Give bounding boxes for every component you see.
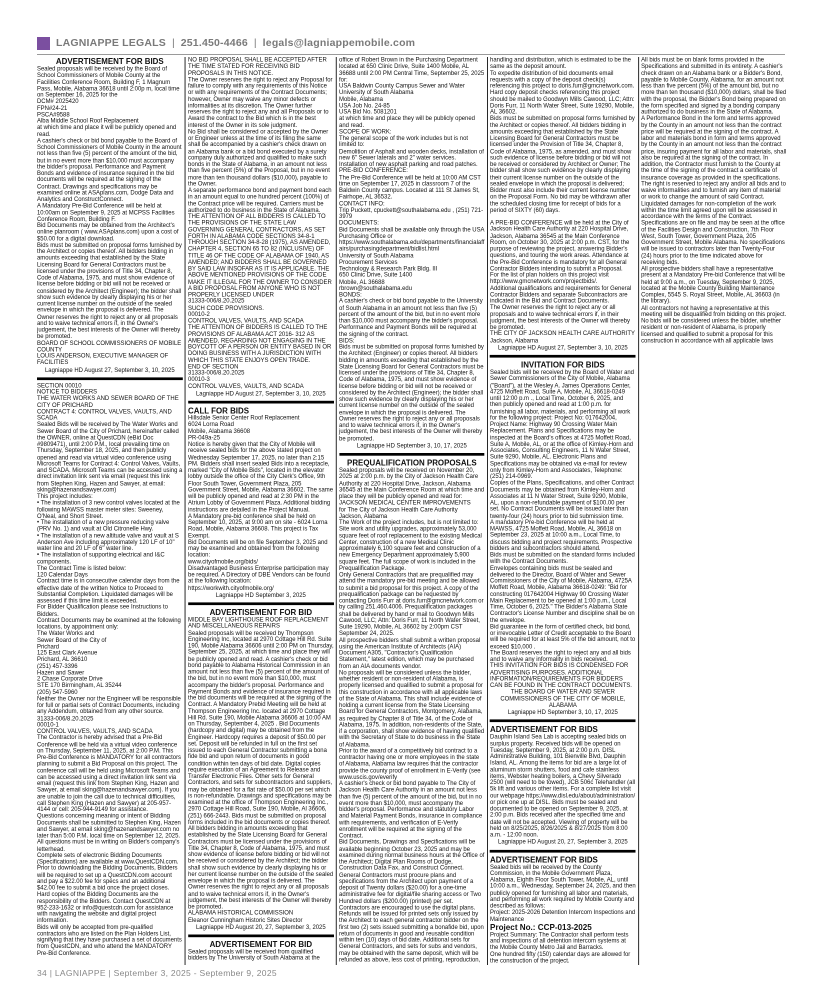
- notice-paragraph: One hundred fifty (150) calendar days are allowed for the construction of the project.: [490, 951, 631, 964]
- notice-paragraph: Mobile, Alabama 36608: [188, 428, 251, 435]
- notice-paragraph: To expedite distribution of bid documents email requests with a copy of the deposit check(s) referencing this project to doris.furr@gmcnetwork.com. Hard copy deposit checks referencing this project should be mailed to Goodwyn Mills Cawood, LLC; Attn: Doris Furr, 11 North Water Street, Suite 19290, Mobile, AL 36602.: [490, 70, 635, 116]
- notice-paragraph: Jackson, Alabama: [339, 513, 388, 520]
- notice-paragraph: Envelopes containing bids must be sealed and delivered to the Director, Board of Water and Sewer Commissioners of the City of Mobile, Alabama, 4725A Moffett Road, Mobile, Alabama 36618-0249: "Bid for constructing 017642004 Highway 90 Crossing Water Main Replacement to be opened at 1:00 p.m., Local Time, October 6, 2025." The Bidder's Alabama State Contractor's License Number and discipline shall be on the envelope.: [490, 565, 635, 624]
- notice-paragraph: CONTROL VALVES, VAULTS, AND SCADA: [188, 383, 304, 390]
- project-number: Project No.: CCP-013-2025: [490, 922, 592, 932]
- notice-paragraph: Liquidated damages for non-completion of the work within the time limit agreed upon will be assessed in accordance with the terms of the Contract.: [641, 200, 778, 220]
- notice-paragraph: Additional qualifications and requirements for General Contractor Bidders and separate Subcontractors are indicated in the Bid and Contract Documents.: [490, 285, 632, 305]
- notice-paragraph: Bid Documents shall be available only through the USA Purchasing Office or https://www.southalabama.edu/departments/financialaffairs/purchasingdepartment/bidlist.html: [339, 226, 485, 253]
- notice-paragraph: A cashier's check or bid bond payable to the University of South Alabama in an amount not less than five (5) percent of the amount of the bid, but in no event more than $10,000 must accompany the bidder's proposal. Performance and Payment Bonds will be required at the signing of the contract.: [339, 298, 483, 338]
- publication-dates-line: Lagniappe HD August 20, 27, September 3, 2025: [498, 839, 628, 846]
- notice-paragraph: Notice is hereby given that the City of Mobile will receive sealed bids for the above stated project on Wednesday September 17, 2025, no later than 2:15 PM. Bidders shall insert sealed Bids into a receptacle, marked "City of Mobile Bids", located in the elevator lobby outside the office of the City Clerk's Office, 9th Floor South Tower, Government Plaza, 205 Government Street, Mobile, Alabama 36602. The same will be publicly opened and read at 2:30 PM in the Atrium Lobby of Government Plaza. Additional bidding instructions are detailed in the Project Manual.: [188, 441, 334, 513]
- notice-paragraph: Neither the Owner nor the Engineer will be responsible for full or partial sets of Contract Documents, including any Addendum, obtained from any other source.: [37, 695, 181, 716]
- notice-heading: INVITATION FOR BIDS: [521, 360, 605, 370]
- notice-paragraph: 31333-006/8.20.2025: [37, 715, 94, 722]
- notice-paragraph: THE ATTENTION OF BIDDERS IS CALLED TO THE PROVISIONS OF ALABAMA ACT 2016- 312 AS AMENDED, REGARDING NOT ENGAGING IN THE BOYCOTT OF A PERSON OR ENTITY BASED IN OR DOING BUSINESS WITH A JURISDICTION WITH WHICH THIS STATE ENJOYS OPEN TRADE.: [188, 324, 332, 364]
- notice-paragraph: Sealed proposals will be received by the Board of School Commissioners of Mobile County at the Facilities Conference Room, Building F, 1 Magnum Pass, Mobile, Alabama 36618 until 2:00p m, local time on September 16, 2025 for the: [37, 66, 180, 99]
- notice-paragraph: 31333-006/8.20.2025: [188, 370, 245, 377]
- publication-dates-line: Lagniappe HD August 27, September 3, 10, 2025: [44, 367, 175, 374]
- publication-dates-line: Lagniappe HD September 3, 10, 17, 2025: [356, 442, 467, 450]
- notice-paragraph: Sealed bids will be received by the County Commission, in the Mobile Government Plaza, Alabama, Eighth Floor South Tower, Mobile, AL, until 10:00 a.m., Wednesday, September 24, 2025, and then publicly opened for furnishing all labor and materials, and performing all work required by Mobile County and described as follows:: [490, 863, 636, 910]
- notice-paragraph: CONTROL VALVES, VAULTS, AND SCADA: [188, 318, 304, 325]
- header-email[interactable]: legals@lagniappemobile.com: [262, 37, 416, 49]
- notice-paragraph: Sealed bids will be received by the Board of Water and Sewer Commissioners of the City of Mobile, Alabama ("Board"), at the Wesley A. James Operations Center, 4725 Moffett Road, Suite A, Mobile, AL 36618-0249 until 12:00 p.m ., Local Time, October 6, 2025, and then publicly opened and read at 1:00 p.m. for furnishing all labor, materials, and performing all work for the following project: Project No: 017642004, Project Name: Highway 90 Crossing Water Main Replacement. Plans and Specifications may be inspected at the Board's offices at 4725 Moffett Road, Suite A, Mobile, AL, or at the office of Kimley-Horn and Associates, Consulting Engineers, 11 N Water Street, Suite 9290, Mobile, AL. Electronic Plans and Specifications may be obtained via e-mail for review only from Kimley-Horn and Associates, Telephone: (251) 214-0969.: [490, 369, 634, 480]
- notice-paragraph: 650 Clinic Drive, Suite 1400: [339, 272, 413, 279]
- notice-paragraph: Bid Documents may be obtained from the Architect's online planroom ( www.ASAplans.com) upon a cost of $50.00 for a digital download.: [37, 222, 179, 242]
- legal-notice: [490, 720, 636, 846]
- notice-paragraph: at which time and place it will be publicly opened and read.: [37, 124, 177, 138]
- notice-paragraph: 00010-1: [37, 721, 59, 729]
- notice-paragraph: (251) 457-3396: [37, 663, 78, 670]
- publication-dates-line: Lagniappe HD August 20, 27, September 3, 2025: [195, 924, 326, 931]
- notice-paragraph: All contractors not having a representative at this meeting will be disqualified from bidding on this project.: [641, 304, 787, 318]
- notice-paragraph: Prichard: [37, 643, 60, 650]
- notice-paragraph: CONTRACT 4: CONTROL VALVES, VAULTS, AND SCADA: [37, 408, 172, 422]
- notice-paragraph: BOARD OF SCHOOL COMMISSIONERS OF MOBILE COUNTY: [37, 340, 182, 353]
- notice-paragraph: A Performance Bond in the form and terms approved by the County in an amount not less than the contract price will be required at the signing of the contract. A labor and materials bond in form and terms approved by the County in an amount not less than the contract price, insuring payment for all labor and materials, shall also be required at the signing of the contract. In addition, the Contractor must furnish to the County at the time of the signing of the contract a certificate of insurance coverage as provided in the specifications.: [641, 115, 787, 181]
- notice-paragraph: THE CITY OF JACKSON HEALTH CARE AUTHORITY: [490, 330, 635, 338]
- notice-paragraph: A Mandatory Pre-Bid Conference will be held at 10:00am on September 9, 2025 at MCPSS Facilities Conference Room, Building F.: [37, 203, 175, 223]
- notice-paragraph: STE 170 Birmingham, AL 35244: [37, 682, 122, 690]
- notice-paragraph: ALABAMA HISTORICAL COMMISSION: [188, 910, 294, 917]
- notice-paragraph: Sealed proposals will be received from qualified bidders by The University of South Alabama at the office of Robert Brown in the Purchasing Department located at 650 Clinic Drive, Suite 1400 Mobile, AL 36688 until 2:00 PM Central Time, September 25, 2025 for:: [188, 57, 485, 962]
- notice-paragraph: The Contractor is hereby advised that a Pre-Bid Conference will be held via a virtual video conference on Thursday, September 11, 2025, at 2:00 P.M. This Pre-Bid Conference is MANDATORY for all contractors planning to submit a Bid Proposal on this project. The conference call will be held using Microsoft Teams and can be accessed using a direct invitation link sent via email (request this link from Stephen King, Hazen and Sawyer, at email sking@hazenandsawyer.com). If you are unable to join the call due to technical difficulties, call Stephen King (Hazen and Sawyer) at 205-957-4144 or cell: 205-944-9149 for assistance.: [37, 734, 182, 813]
- notice-paragraph: No proposals will be considered unless the bidder, whether resident or non-resident of Alabama, is properly licensed and qualified to submit a proposal for this construction in accordance with all applicable laws of the State of Alabama. This shall include evidence of holding a current license from the State Licensing Board for General Contractors, Montgomery, Alabama, as required by Chapter 8 of Title 34, of the Code of Alabama, 1975. In addition, non-residents of the State, if a corporation, shall show evidence of having qualified with the Secretary of State to do business in the State of Alabama.: [339, 669, 485, 748]
- notice-paragraph: CONTACT INFO:: [339, 200, 385, 207]
- notice-paragraph: SUCH CODE PROVISIONS.: [188, 304, 264, 312]
- publication-dates-line: Lagniappe HD September 3, 2025: [215, 592, 306, 599]
- notice-paragraph: Prior to the award of a competitively bid contract to a contractor having one or more employees in the state of Alabama, Alabama law requires that the contractor provide the county proof of enrollment in E-Verify (see www.uscis.gov/everify: [339, 747, 481, 781]
- legal-notice: [37, 57, 183, 374]
- notice-paragraph: No Bid shall be considered or accepted by the Owner or Engineer unless at the time of its filing the same shall be accompanied by a cashier's check drawn on an Alabama bank or a bid bond executed by a surety company duly authorized and qualified to make such bonds in the State of Alabama, in an amount not less than five percent (5%) of the Proposal, but in no event more than ten thousand dollars ($10,000), payable to the Owner.: [188, 128, 330, 188]
- notice-paragraph: Contract Documents may be examined at the following locations, by appointment only:: [37, 617, 181, 631]
- notice-paragraph: 00010-3: [188, 376, 210, 384]
- notice-heading: ADVERTISEMENT FOR BIDS: [490, 854, 598, 864]
- notice-paragraph: Bid Documents, Drawings and Specifications will be available beginning October 23, 2025 and may be examined during normal business hours at the Office of the Architect; Digital Plan Rooms of Dodge, Construction Data Fax, and Construct Connect.: [339, 839, 485, 872]
- notice-paragraph: Hazen and Sawer: [37, 669, 85, 676]
- notice-paragraph: SCOPE OF WORK:: [339, 128, 392, 136]
- notice-paragraph: 00010-2: [188, 311, 210, 318]
- publication-dates-line: Lagniappe HD August 27, September 3, 10, 2025: [498, 344, 628, 352]
- notice-paragraph: Only General Contractors that are prequalified may attend the mandatory pre-bid meeting and be allowed to submit a bid proposal for this project. A copy of the prequalification package can be requested by contacting Doris Furr at doris.furr@gmcnetwork.com or by calling 251.460.4006. Prequalification packages shall be delivered by hand or mail to Goodwyn Mills Cawood, LLC; Attn: Doris Furr, 11 North Water Street, Suite 19290, Mobile, AL 36602 by 2:00pm CST September 24, 2025.: [339, 571, 484, 637]
- notice-paragraph: THIS INVITATION FOR BIDS IS CONDENSED FOR ADVERTISING PURPOSES. ADDITIONAL INFORMATION/REQUIREMENTS FOR BIDDERS CAN BE FOUND IN THE CONTRACT DOCUMENTS.: [490, 662, 632, 689]
- publication-name: LAGNIAPPE: [54, 968, 106, 978]
- notice-paragraph: BIDS:: [339, 337, 355, 344]
- notice-paragraph: All bids must be on blank forms provided in the Specifications and submitted in its entirety. A cashier's check drawn on an Alabama bank or a Bidder's Bond, payable to Mobile County, Alabama, for an amount not less than five percent (5%) of the amount bid, but no more than ten thousand ($10,000) dollars, shall be filed with the proposal, the Bidder's Bond being prepared on the form specified and signed by a bonding company authorized to do business in the State of Alabama.: [641, 57, 787, 116]
- notice-paragraph: END OF SECTION: [188, 363, 239, 370]
- notice-paragraph: Contract time is in consecutive calendar days from the effective date of the written Notice to Proceed to Substantial Completion. Liquidated damages will be assessed if this time limit is exceeded.: [37, 578, 180, 605]
- header-phone: 251.450-4466: [180, 37, 248, 49]
- notice-paragraph: PRE-BID CONFERENCE:: [339, 167, 408, 175]
- notice-paragraph: rbrown@southalabama.edu: [339, 285, 413, 292]
- notice-paragraph: The general scope of the work includes but is not limited to:: [339, 135, 469, 149]
- notice-paragraph: Mobile, Alabama: [339, 96, 383, 103]
- notice-heading: PREQUALIFICATION PROPOSALS: [347, 458, 477, 468]
- legal-notice: [188, 401, 334, 599]
- notice-paragraph: Prichard, AL 36610: [37, 656, 88, 663]
- notice-paragraph: University of South Alabama: [339, 252, 414, 260]
- notice-paragraph: Jackson, Alabama: [490, 337, 539, 344]
- legal-notice: [490, 355, 636, 716]
- notice-paragraph: • The installation of a new altitude valve and vault at S Anderson Ave including approximately 120 LF of 10" water line and 20 LF of 6" water line.: [37, 532, 179, 552]
- notice-paragraph: 2 Chase Corporate Drive: [37, 676, 103, 683]
- notice-paragraph: DOCUMENTS:: [339, 220, 379, 227]
- notice-paragraph: A PRE-BID CONFERENCE will be held at the City of Jackson Health Care Authority at 220 Hospital Drive, Jackson, Alabama 36545 at the Main Conference Room, on October 30, 2025 at 2:00 p.m. CST, for the purpose of reviewing the project, answering Bidder's questions, and touring the work areas. Attendance at the Pre-Bid Conference is mandatory for all General Contractor Bidders intending to submit a Proposal.: [490, 219, 630, 272]
- notice-paragraph: USA Baldwin County Campus Sewer and Water: [339, 83, 465, 90]
- notice-paragraph: General Contractors must procure plans and specifications from the Architect upon payment of a deposit of Twenty dollars ($20.00) for a one-time administrative fee for digital/file sharing access or Two Hundred dollars ($200.00) (printed) per set. Contractors are encouraged to use the digital plans. Refunds will be issued for printed sets only issued by the Architect to each general contractor bidder on the first two (2) sets issued submitting a bonafide bid, upon return of documents in good and reusable condition within ten (10) days of bid date. Additional sets for General Contractors, and sets for subs and vendors, may be obtained with the same deposit, which will be refunded as above, less cost of printing, reproduction, handling and distribution, which is estimated to be the same as the deposit amount.: [339, 57, 631, 964]
- notice-paragraph: A cashier's check or bid bond payable to the Board of School Commissioners of Mobile County in the amount not less than five (5) percent of the amount of the bid, but in no event more than $10,000 must accompany the bidder's proposal. Performance and Payment Bonds and evidence of insurance required in the bid documents will be required at the signing of the Contract. Drawings and specifications may be examined online at ASAplans.com, Dodge Data and Analytics and ConstructConnect.: [37, 137, 182, 203]
- notice-heading: ADVERTISEMENT FOR BIDS: [55, 57, 164, 66]
- notice-paragraph: Bid guarantee in the form of certified check, bid bond, or irrevocable Letter of Credit acceptable to the Board will be required for at least 5% of the bid amount, not to exceed $10,000 .: [490, 623, 636, 650]
- notice-paragraph: NOTICE TO BIDDERS: [37, 389, 98, 396]
- notice-paragraph: The Owner reserves the right to reject any or all proposals and to waive technical errors if, in their judgment, the best interests of the Owner will thereby be promoted.: [490, 304, 630, 331]
- notice-heading: CALL FOR BIDS: [188, 406, 250, 416]
- notice-paragraph: https://workwith.cityofmobile.org/: [188, 584, 274, 592]
- notice-paragraph: Bids must be submitted on proposal forms furnished by the Architect or copies thereof. All bidders bidding in amounts exceeding that established by the State Licensing Board for General Contractors must be licensed under the Provision of Title 34, Chapter 8, Code of Alabama, 1975, as amended, and must show such evidence of license before bidding or bid will not be received or considered by Architect or Owner; The bidder shall show such evidence by clearly displaying their current license number on the outside of the sealed envelope in which the proposal is delivered; Bidder must also include their current license number on the Proposal Form. No bid may be withdrawn after the scheduled closing time for receipt of bids for a period of SIXTY (60) days.: [490, 115, 635, 214]
- notice-paragraph: Project Summary: The Contractor shall perform tests and inspections of all detention intercom systems at the Mobile County Metro Jail and Barracks.: [490, 931, 629, 951]
- notice-paragraph: THE WATER WORKS AND SEWER BOARD OF THE CITY OF PRICHARD: [37, 395, 179, 409]
- notice-paragraph: THE ATTENTION OF ALL BIDDERS IS CALLED TO THE PROVISIONS OF THE STATE LAW GOVERNING GENERAL CONTRACTORS, AS SET FORTH IN ALABAMA CODE SECTIONS 34-8-1 THROUGH SECTION 34-8-28 (1975), AS AMENDED, CHAPTER 4, SECTION 65 TO 82 (INCLUSIVE) OF TITLE 46 OF THE CODE OF ALABAMA OF 1940, AS AMENDED; AND BIDDERS SHALL BE GOVERNED BY SAID LAW INSOFAR AS IT IS APPLICABLE. THE ABOVE MENTIONED PROVISIONS OF THE CODE MAKE IT ILLEGAL FOR THE OWNER TO CONSIDER A BID PROPOSAL FROM ANYONE WHO IS NOT PROPERLY LICENSED UNDER: [188, 213, 332, 299]
- notice-paragraph: www.cityofmobile.org/bids/: [188, 558, 258, 566]
- notice-paragraph: No bids will be considered unless the bidder, whether resident or non-resident of Alabama, is properly licensed and qualified to submit a proposal for this construction in accordance with all applicable laws: [641, 318, 781, 344]
- section-title: LAGNIAPPE LEGALS: [56, 37, 166, 49]
- notice-paragraph: • The installation of a new pressure reducing valve (PRV No. 1) and vault at Old Citronelle Hwy.: [37, 519, 170, 533]
- notice-paragraph: Bids must be submitted on the standard forms included with the Contract Documents.: [490, 552, 635, 565]
- notice-paragraph: A mandatory Pre-bid Conference will be held at MAWSS, 4725 Moffett Road, Mobile, AL 36618 on September 23, 2025 at 10:00 a.m., Local Time, to discuss bidding and project requirements. Prospective bidders and subcontractors should attend.: [490, 519, 633, 552]
- notice-paragraph: Project: 2025-2026 Detention Intercom Inspections and Maintenance: [490, 909, 636, 923]
- notice-paragraph: Mobile, AL 36688: [339, 278, 385, 286]
- notice-paragraph: PSCA#9588: [37, 111, 70, 118]
- notice-paragraph: Sealed proposals will be received on November 20, 2025 at 2:00 p.m. by the City of Jackson Health Care Authority at 220 Hospital Drive, Jackson, Alabama 36545 at the Main Conference Room at which time and place they will be publicly opened and read for:: [339, 467, 485, 500]
- notice-paragraph: FPN#24-21: [37, 105, 68, 112]
- notice-paragraph: Sewer Board of the City of: [37, 637, 107, 644]
- notice-paragraph: All prospective bidders shall submit a written proposal using the American Institute of Architects (AIA) Document A305, "Contractor's Qualification Statement," latest edition, which may be purchased from an AIA documents vendor.: [339, 637, 481, 670]
- notice-paragraph: JACKSON MEDICAL CENTER IMPROVEMENTS: [339, 500, 471, 507]
- notice-paragraph: SECTION 00010: [37, 382, 82, 389]
- notice-paragraph: The right is reserved to reject any and/or all bids and to waive informalities and to furnish any item of material or work to change the amount of said Contract.: [641, 180, 786, 201]
- divider: |: [253, 37, 257, 49]
- notice-paragraph: A separate performance bond and payment bond each in an amount equal to one hundred percent (100%) of the Contract price will be required. Carriers must be authorized to do business in the State of Alabama.: [188, 187, 332, 214]
- notice-paragraph: PR-049a-25: [188, 434, 221, 442]
- notice-paragraph: Sealed Bids will be received by The Water Works and Sewer Board of the City of Prichard, hereinafter called the OWNER, online at QuestCDN (eBid Doc #9809471), until 2:00 P.M., local prevailing time on Thursday, September 18, 2025, and then publicly opened and read via virtual video conference using Microsoft Teams for Contract 4: Control Valves, Vaults, and SCADA. Microsoft Teams can be accessed using a direct invitation link sent via email (request this link from Stephen King, Hazen and Sawyer, at email: sking@hazenandsawyer.com): [37, 421, 183, 494]
- legal-notice: [188, 602, 334, 931]
- notice-paragraph: at which time and place they will be publicly opened and read.: [339, 115, 475, 129]
- notice-paragraph: Bids must be submitted on proposal forms furnished by the Architect or copies thereof. All bidders bidding in amounts exceeding that established by the State Licensing Board for General Contractors must be licensed under the provisions of Title 34, Chapter 8, Code of Alabama, 1975, and must show evidence of license before bidding or bid will not be received or considered by the Architect (Engineer); the bidder shall show such evidence by clearly displaying his or her current license number on the outside of the sealed envelope in which the proposal is delivered. The Owner reserves the right to reject any or all proposals and to waive technical errors if, in the Owner's judgement, the best interests of the Owner will thereby be promoted.: [37, 242, 182, 340]
- notice-paragraph: University of South Alabama: [339, 89, 414, 96]
- notice-paragraph: 31333-006/8.20.2025: [188, 298, 245, 305]
- notice-paragraph: 120 Calendar Days: [37, 571, 88, 579]
- notice-paragraph: Dauphin Island Sea Lab is accepting sealed bids on surplus property. Received bids will be opened on Tuesday, September 9, 2025, at 2:00 p.m. DISL Administrative Building, 101 Bienville Blvd, Dauphin Island, AL. Among the items for bid are a large lot of aluminum storm shutters, food and cafe stainless items, Webster heating boilers, a Chevy Silverado 2500 (will need to be towed), JCB 506c Telehandler (all 5k lift and various other items. For a complete list visit our webpage https://www.disl.edu/about/administration/ or pick one up at DISL. Bids must be sealed and documented to be opened on September 9, 2025, at 2:00 p.m. Bids received after the specified time and date will not be accepted. Viewing of property will be held on 8/25/2025, 8/26/2025 & 8/27/2025 from 8:00 a.m. - 12:00 noon.: [490, 734, 636, 839]
- notice-paragraph: • The installation of supporting electrical and I&C components.: [37, 552, 165, 566]
- notice-paragraph: USA Bid No. 5081201: [339, 109, 397, 116]
- notice-paragraph: The Contract Time is listed below:: [37, 565, 127, 572]
- notice-paragraph: • The installation of 3 new control valves located at the following MAWSS master meter sites: Sweeney, O'Neal, and Short Street.: [37, 500, 180, 520]
- notice-paragraph: Bids will only be accepted from pre-qualified contractors who are listed on the Plan Holders List, signifying that they have purchased a set of documents from QuestCDN, and who attend the MANDATORY Pre-Bid Conference.: [37, 924, 182, 957]
- notice-paragraph: Hillsdale Senior Center Roof Replacement: [188, 415, 300, 422]
- notice-paragraph: Demolition of Asphalt and wooden decks, installation of new 6" Sewer laterals and 2" water services. Installation of new asphalt parking and road patches.: [339, 148, 484, 168]
- notice-heading: ADVERTISEMENT FOR BIDS: [490, 725, 598, 735]
- notice-paragraph: NO BID PROPOSAL SHALL BE ACCEPTED AFTER THE TIME STATED FOR RECEIVING BID PROPOSALS IN THIS NOTICE.: [188, 57, 327, 77]
- notice-paragraph: For the list of plan holders on this project visit http://www.gmcnetwork.com/projectbids/.: [490, 272, 609, 285]
- notice-paragraph: USA Job No. 24-85: [339, 102, 390, 109]
- notice-paragraph: BONDS:: [339, 291, 362, 299]
- notice-paragraph: Procurement Services: [339, 259, 398, 266]
- notice-paragraph: (205) 547-5960: [37, 689, 78, 696]
- notice-paragraph: Technology & Research Park Bldg. III: [339, 265, 438, 273]
- notice-paragraph: This project includes:: [37, 493, 93, 500]
- notice-paragraph: Eleanor Cunningham Historic Sites Director: [188, 916, 303, 924]
- notice-paragraph: CONTROL VALVES, VAULTS, AND SCADA: [37, 728, 153, 735]
- publication-dates-line: Lagniappe HD August 27, September 3, 10, 2025: [195, 390, 326, 397]
- notice-paragraph: The Owner reserves the right to reject any Proposal for failure to comply with any requirements of this Notice or with any requirements of the Contract Documents; however, Owner may waive any minor defects or informalities at its discretion. The Owner further reserves the right to reject any and all Proposals or to Award the contract to the Bid which is in the best interest of the Owner in its sole judgment.: [188, 76, 333, 129]
- publication-dates-line: Lagniappe HD September 3, 10, 17, 2025: [507, 709, 618, 716]
- notice-paragraph: 125 East Clark Avenue: [37, 650, 98, 657]
- divider: |: [171, 37, 175, 49]
- notice-paragraph: for The City of Jackson Health Care Authority: [339, 506, 458, 513]
- page-footer: 34 | LAGNIAPPE | September 3, 2025 - September 9, 2025: [37, 968, 277, 978]
- notice-paragraph: Alba Middle School Roof Replacement: [37, 118, 139, 125]
- notice-paragraph: MIDDLE BAY LIGHTHOUSE ROOF REPLACEMENT AND MISCELLANEOUS REPAIRS: [188, 616, 329, 630]
- notice-paragraph: A Mandatory pre-bid conference shall be held on September 10, 2025, at 9:00 am on site - 6024 Lorna Road, Mobile, Alabama 36608. This project is Tax Exempt.: [188, 513, 328, 539]
- legal-notices-area: [37, 57, 787, 965]
- page-number: 34: [37, 968, 48, 978]
- notice-paragraph: For Bidder Qualification please see Instructions to Bidders.: [37, 604, 168, 618]
- section-color-square-icon: [37, 37, 50, 50]
- notice-paragraph: All prospective bidders shall have a representative present at a Mandatory Pre-bid Conference that will be held at 9:00 a.m., on Tuesday, September 9, 2025, located at the Mobile County Building Maintenance Complex, 5545 S. Royal Street, Mobile, AL 36603 (in the library).: [641, 265, 785, 305]
- notice-paragraph: Bid Documents will be on file September 3, 2025 and may be examined and obtained from the following location:: [188, 539, 328, 559]
- notice-paragraph: Disadvantaged Business Enterprise participation may be required. A Directory of DBE Vendors can be found at the following location:: [188, 565, 330, 585]
- issue-dates: September 3, 2025 - September 9, 2025: [113, 968, 277, 978]
- notice-paragraph: DCM# 2025420: [37, 98, 79, 105]
- notice-paragraph: Copies of the Plans, Specifications, and other Contract Documents may be obtained from Kimley-Horn and Associates at 11 N Water Street, Suite 9290, Mobile, AL, upon a non-refundable payment of $100.00 per set. No Contract Documents will be issued later than twenty-four (24) hours prior to bid submission time.: [490, 480, 634, 520]
- notice-heading: ADVERTISEMENT FOR BID: [209, 939, 313, 949]
- page-header: [37, 35, 785, 55]
- notice-paragraph: Trip Puckett, cpuckett@southalabama.edu , (251) 721-3979: [339, 207, 484, 220]
- notice-paragraph: Complete sets of electronic Bidding Documents (Specifications) are available at www.QuestCDN.com. Prior to downloading the Bidding Documents, Bidders will be required to set up a QuestCDN.com account and pay a $22.00 fee for specs and an additional $42.00 fee to submit a bid once the project closes. Hard copies of the Bidding Documents are the responsibility of the Bidders. Contact QuestCDN at 952-233-1632 or info@questcdn.com for assistance with navigating the website and digital project information.: [37, 852, 179, 924]
- notice-paragraph: The Work of the project includes, but is not limited to: Site work and utility upgrades, approximately 53,000 square feet of roof replacement to the existing Medical Center, construction of a new Medical Clinic approximately 6,100 square feet and construction of a new Emergency Department approximately 5,900 square feet. The full scope of work is included in the Prequalification Package.: [339, 519, 482, 572]
- notice-paragraph: The Board reserves the right to reject any and all bids and to waive any informality in bids received.: [490, 649, 631, 663]
- notice-paragraph: The Water Works and: [37, 630, 95, 637]
- notice-paragraph: Sealed proposals will be received by Thompson Engineering Inc, located at 2970 Cottage Hill Rd. Suite 190, Mobile Alabama 36606 until 2:00 PM on Thursday, September 25, 2025, at which time and place they will be publicly opened and read. A cashier's check or bid bond payable to Alabama Historical Commission in an amount not less than five (5) percent of the amount of the bid, but in no event more than $10,000, must accompany the bidder's proposal. Performance and Payment Bonds and evidence of insurance required in the bid documents will be required at the signing of the Contract. A Mandatory Prebid Meeting will be held at Thompson Engineering Inc. located at 2970 Cottage Hill Rd. Suite 190, Mobile Alabama 36606 at 10:00 AM on Thursday, September 4, 2025 . Bid Documents (hardcopy and digital) may be obtained from the Engineer. Hardcopy requires a deposit of $50.00 per set. Deposit will be refunded in full on the first set issued to each General Contractor submitting a bona fide bid and upon return of documents in good condition within ten days of bid date. Digital copies require execution of an Agreement to Release and Transfer Electronic Files. Other sets for General Contractors, and sets for subcontractors and suppliers, may be obtained for a flat rate of $50.00 per set which is non-refundable. Drawings and specifications may be examined at the office of Thompson Engineering Inc., 2970 Cottage Hill Road, Suite 190, Mobile, Al 36606, (251) 666-2443. Bids must be submitted on proposal forms included in the bid documents or copies thereof. All bidders bidding in amounts exceeding that established by the State Licensing Board for General Contractors must be licensed under the provisions of Title 34, Chapter 8, Code of Alabama, 1975, and must show evidence of license before bidding or bid will not be received or considered by the Architect; the bidder shall show such evidence by clearly displaying his or her current license number on the outside of the sealed envelope in which the proposal is delivered. The Owner reserves the right to reject any or all proposals and to waive technical errors if, in the Owner's judgement, the best interests of the Owner will thereby be promoted.: [188, 629, 334, 911]
- notice-paragraph: Bids must be submitted on proposal forms furnished by the Architect (Engineer) or copies thereof. All bidders bidding in amounts exceeding that established by the State Licensing Board for General Contractors must be licensed under the provisions of Title 34, Chapter 8, Code of Alabama, 1975, and must show evidence of license before bidding or bid will not be received or considered by the Architect (Engineer); the bidder shall show such evidence by clearly displaying his or her current license number on the outside of the sealed envelope in which the proposal is delivered. The Owner reserves the right to reject any or all proposals and to waive technical errors if, in the Owner's judgement, the best interests of the Owner will thereby be promoted.: [339, 344, 484, 442]
- notice-heading: ADVERTISEMENT FOR BID: [209, 607, 313, 617]
- notice-columns: [37, 57, 787, 965]
- notice-paragraph: A cashier's check or bid bond payable to The City of Jackson Health Care Authority in an amount not less than five (5) percent of the amount of the bid, but in no event more than $10,000, must accompany the bidder's proposal. Performance and statutory Labor and Material Payment Bonds, insurance in compliance with requirements, and verification of E-Verify enrollment will be required at the signing of the Contract.: [339, 780, 483, 840]
- notice-paragraph: The Pre-Bid Conference will be held at 10:00 AM CST time on September 17, 2025 in classroom 7 of the Baldwin County campus. Located at 111 St James St, Fairhope, AL 36532.: [339, 174, 481, 201]
- notice-signatory: THE BOARD OF WATER AND SEWER COMMISSIONERS OF THE CITY OF MOBILE, ALABAMA: [500, 689, 626, 709]
- notice-paragraph: Questions concerning meaning or intent of Bidding Documents shall be submitted to Stephen King, Hazen and Sawyer, at email sking@hazenandsawyer.com no later than 5:00 P.M. local time on September 12, 2025. All questions must be in writing on Bidder's company's letterhead.: [37, 813, 181, 853]
- notice-paragraph: Specifications are on file and may be seen at the office of the Facilities Design and Construction, 7th Floor West, South Tower, Government Plaza, 205 Government Street, Mobile Alabama. No specifications will be issued to contractors later than Twenty-Four (24) hours prior to the time indicated above for receiving bids.: [641, 220, 785, 266]
- notice-paragraph: 6024 Lorna Road: [188, 421, 234, 429]
- notice-paragraph: LOUIS ANDERSON, EXECUTIVE MANAGER OF FACILITIES: [37, 353, 169, 366]
